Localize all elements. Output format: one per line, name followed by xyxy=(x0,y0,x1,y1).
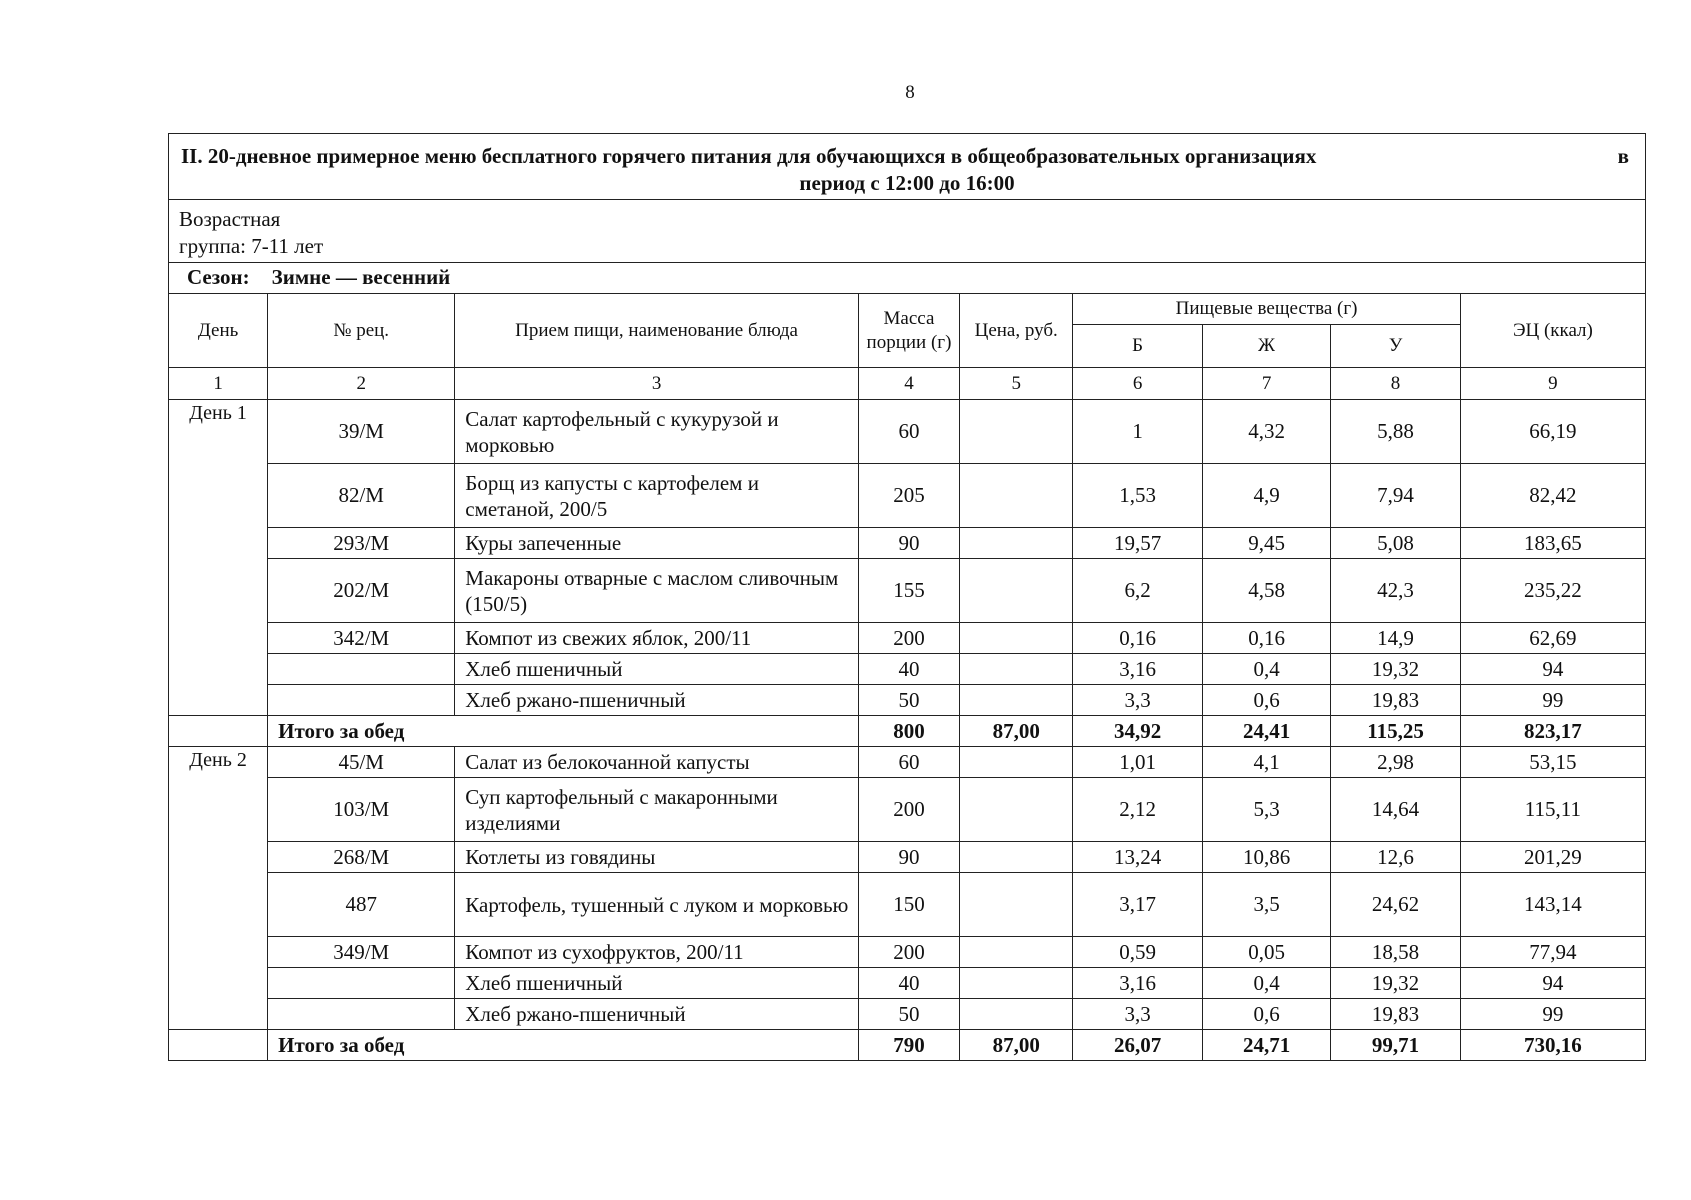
dish-name: Котлеты из говядины xyxy=(455,842,859,873)
dish-name: Борщ из капусты с картофелем и сметаной, 200/5 xyxy=(455,464,859,528)
recipe-number xyxy=(268,685,455,716)
carbs-value: 19,83 xyxy=(1331,685,1461,716)
fat-value: 0,6 xyxy=(1202,999,1330,1030)
total-carbs: 99,71 xyxy=(1331,1030,1461,1061)
price-cell xyxy=(960,623,1073,654)
column-index: 8 xyxy=(1331,368,1461,400)
protein-value: 0,16 xyxy=(1073,623,1202,654)
dish-name: Хлеб пшеничный xyxy=(455,654,859,685)
total-label: Итого за обед xyxy=(268,716,859,747)
dish-name: Салат из белокочанной капусты xyxy=(455,747,859,778)
document-title xyxy=(168,133,1646,199)
menu-document xyxy=(168,133,1646,1061)
recipe-number: 268/М xyxy=(268,842,455,873)
dish-name: Хлеб ржано-пшеничный xyxy=(455,999,859,1030)
energy-value: 143,14 xyxy=(1460,873,1645,937)
table-row xyxy=(169,999,1646,1030)
energy-value: 115,11 xyxy=(1460,778,1645,842)
portion-mass: 60 xyxy=(858,747,959,778)
total-price: 87,00 xyxy=(960,716,1073,747)
header-fat: Ж xyxy=(1202,325,1330,368)
season-value: Зимне — весенний xyxy=(271,265,451,289)
table-row xyxy=(169,400,1646,464)
energy-value: 183,65 xyxy=(1460,528,1645,559)
fat-value: 0,4 xyxy=(1202,654,1330,685)
dish-name: Куры запеченные xyxy=(455,528,859,559)
table-row xyxy=(169,528,1646,559)
page-number: 8 xyxy=(905,82,915,103)
carbs-value: 18,58 xyxy=(1331,937,1461,968)
header-dish: Прием пищи, наименование блюда xyxy=(455,294,859,368)
price-cell xyxy=(960,747,1073,778)
header-carbs: У xyxy=(1331,325,1461,368)
fat-value: 4,1 xyxy=(1202,747,1330,778)
fat-value: 4,9 xyxy=(1202,464,1330,528)
table-row xyxy=(169,968,1646,999)
carbs-value: 19,83 xyxy=(1331,999,1461,1030)
total-day-spacer xyxy=(169,1030,268,1061)
column-index: 4 xyxy=(858,368,959,400)
energy-value: 77,94 xyxy=(1460,937,1645,968)
total-mass: 790 xyxy=(858,1030,959,1061)
dish-name: Суп картофельный с макаронными изделиями xyxy=(455,778,859,842)
portion-mass: 200 xyxy=(858,937,959,968)
fat-value: 0,16 xyxy=(1202,623,1330,654)
fat-value: 4,32 xyxy=(1202,400,1330,464)
column-index: 5 xyxy=(960,368,1073,400)
recipe-number: 45/М xyxy=(268,747,455,778)
fat-value: 4,58 xyxy=(1202,559,1330,623)
protein-value: 3,17 xyxy=(1073,873,1202,937)
day-label: День 1 xyxy=(169,400,268,716)
protein-value: 3,16 xyxy=(1073,654,1202,685)
protein-value: 19,57 xyxy=(1073,528,1202,559)
portion-mass: 50 xyxy=(858,999,959,1030)
total-energy: 730,16 xyxy=(1460,1030,1645,1061)
carbs-value: 19,32 xyxy=(1331,654,1461,685)
total-fat: 24,41 xyxy=(1202,716,1330,747)
price-cell xyxy=(960,937,1073,968)
column-index: 6 xyxy=(1073,368,1202,400)
header-day: День xyxy=(169,294,268,368)
table-row xyxy=(169,685,1646,716)
column-index: 2 xyxy=(268,368,455,400)
recipe-number: 349/М xyxy=(268,937,455,968)
age-group-line-1: Возрастная xyxy=(179,207,281,231)
dish-name: Картофель, тушенный с луком и морковью xyxy=(455,873,859,937)
carbs-value: 2,98 xyxy=(1331,747,1461,778)
portion-mass: 90 xyxy=(858,528,959,559)
table-row xyxy=(169,559,1646,623)
table-row xyxy=(169,747,1646,778)
carbs-value: 5,08 xyxy=(1331,528,1461,559)
price-cell xyxy=(960,464,1073,528)
total-protein: 34,92 xyxy=(1073,716,1202,747)
protein-value: 1,01 xyxy=(1073,747,1202,778)
table-row xyxy=(169,654,1646,685)
age-group-line-2: группа: 7-11 лет xyxy=(179,234,324,258)
energy-value: 99 xyxy=(1460,999,1645,1030)
fat-value: 3,5 xyxy=(1202,873,1330,937)
fat-value: 0,6 xyxy=(1202,685,1330,716)
recipe-number xyxy=(268,999,455,1030)
price-cell xyxy=(960,842,1073,873)
recipe-number: 39/М xyxy=(268,400,455,464)
title-line-1-tail: в xyxy=(1617,144,1629,168)
total-protein: 26,07 xyxy=(1073,1030,1202,1061)
energy-value: 94 xyxy=(1460,654,1645,685)
menu-table-body xyxy=(169,368,1646,1061)
price-cell xyxy=(960,873,1073,937)
header-energy: ЭЦ (ккал) xyxy=(1460,294,1645,368)
carbs-value: 12,6 xyxy=(1331,842,1461,873)
recipe-number: 202/М xyxy=(268,559,455,623)
price-cell xyxy=(960,999,1073,1030)
table-row xyxy=(169,873,1646,937)
recipe-number: 103/М xyxy=(268,778,455,842)
table-row xyxy=(169,778,1646,842)
title-line-1: II. 20-дневное примерное меню бесплатного горячего питания для обучающихся в общеобразовательных организациях xyxy=(181,144,1317,168)
carbs-value: 14,9 xyxy=(1331,623,1461,654)
portion-mass: 150 xyxy=(858,873,959,937)
portion-mass: 155 xyxy=(858,559,959,623)
price-cell xyxy=(960,559,1073,623)
protein-value: 2,12 xyxy=(1073,778,1202,842)
header-recipe: № рец. xyxy=(268,294,455,368)
total-mass: 800 xyxy=(858,716,959,747)
dish-name: Хлеб пшеничный xyxy=(455,968,859,999)
total-row xyxy=(169,716,1646,747)
carbs-value: 42,3 xyxy=(1331,559,1461,623)
carbs-value: 24,62 xyxy=(1331,873,1461,937)
protein-value: 3,3 xyxy=(1073,999,1202,1030)
energy-value: 99 xyxy=(1460,685,1645,716)
portion-mass: 50 xyxy=(858,685,959,716)
energy-value: 53,15 xyxy=(1460,747,1645,778)
table-row xyxy=(169,937,1646,968)
energy-value: 66,19 xyxy=(1460,400,1645,464)
total-energy: 823,17 xyxy=(1460,716,1645,747)
header-nutrients: Пищевые вещества (г) xyxy=(1073,294,1460,325)
title-line-2: период с 12:00 до 16:00 xyxy=(799,171,1015,195)
portion-mass: 60 xyxy=(858,400,959,464)
dish-name: Компот из сухофруктов, 200/11 xyxy=(455,937,859,968)
column-index: 3 xyxy=(455,368,859,400)
recipe-number: 342/М xyxy=(268,623,455,654)
column-index: 7 xyxy=(1202,368,1330,400)
protein-value: 1,53 xyxy=(1073,464,1202,528)
energy-value: 235,22 xyxy=(1460,559,1645,623)
carbs-value: 7,94 xyxy=(1331,464,1461,528)
recipe-number xyxy=(268,654,455,685)
protein-value: 1 xyxy=(1073,400,1202,464)
protein-value: 3,16 xyxy=(1073,968,1202,999)
energy-value: 82,42 xyxy=(1460,464,1645,528)
protein-value: 3,3 xyxy=(1073,685,1202,716)
day-label: День 2 xyxy=(169,747,268,1030)
dish-name: Хлеб ржано-пшеничный xyxy=(455,685,859,716)
column-index: 1 xyxy=(169,368,268,400)
fat-value: 0,4 xyxy=(1202,968,1330,999)
price-cell xyxy=(960,778,1073,842)
recipe-number xyxy=(268,968,455,999)
energy-value: 201,29 xyxy=(1460,842,1645,873)
recipe-number: 293/М xyxy=(268,528,455,559)
total-label: Итого за обед xyxy=(268,1030,859,1061)
total-day-spacer xyxy=(169,716,268,747)
total-price: 87,00 xyxy=(960,1030,1073,1061)
total-row xyxy=(169,1030,1646,1061)
price-cell xyxy=(960,685,1073,716)
recipe-number: 487 xyxy=(268,873,455,937)
energy-value: 94 xyxy=(1460,968,1645,999)
energy-value: 62,69 xyxy=(1460,623,1645,654)
portion-mass: 200 xyxy=(858,778,959,842)
season-row xyxy=(168,262,1646,293)
portion-mass: 40 xyxy=(858,654,959,685)
portion-mass: 90 xyxy=(858,842,959,873)
fat-value: 9,45 xyxy=(1202,528,1330,559)
table-row xyxy=(169,464,1646,528)
column-index: 9 xyxy=(1460,368,1645,400)
table-row xyxy=(169,842,1646,873)
carbs-value: 5,88 xyxy=(1331,400,1461,464)
dish-name: Макароны отварные с маслом сливочным (150/5) xyxy=(455,559,859,623)
portion-mass: 40 xyxy=(858,968,959,999)
price-cell xyxy=(960,528,1073,559)
fat-value: 10,86 xyxy=(1202,842,1330,873)
price-cell xyxy=(960,400,1073,464)
fat-value: 0,05 xyxy=(1202,937,1330,968)
carbs-value: 19,32 xyxy=(1331,968,1461,999)
total-carbs: 115,25 xyxy=(1331,716,1461,747)
price-cell xyxy=(960,654,1073,685)
column-index-row xyxy=(169,368,1646,400)
age-group xyxy=(168,199,1646,262)
header-price: Цена, руб. xyxy=(960,294,1073,368)
season-label: Сезон: xyxy=(187,265,250,289)
carbs-value: 14,64 xyxy=(1331,778,1461,842)
header-mass: Масса порции (г) xyxy=(858,294,959,368)
dish-name: Салат картофельный с кукурузой и морковью xyxy=(455,400,859,464)
menu-table xyxy=(168,293,1646,1061)
total-fat: 24,71 xyxy=(1202,1030,1330,1061)
dish-name: Компот из свежих яблок, 200/11 xyxy=(455,623,859,654)
price-cell xyxy=(960,968,1073,999)
protein-value: 0,59 xyxy=(1073,937,1202,968)
portion-mass: 205 xyxy=(858,464,959,528)
protein-value: 13,24 xyxy=(1073,842,1202,873)
portion-mass: 200 xyxy=(858,623,959,654)
table-row xyxy=(169,623,1646,654)
protein-value: 6,2 xyxy=(1073,559,1202,623)
recipe-number: 82/М xyxy=(268,464,455,528)
fat-value: 5,3 xyxy=(1202,778,1330,842)
header-protein: Б xyxy=(1073,325,1202,368)
